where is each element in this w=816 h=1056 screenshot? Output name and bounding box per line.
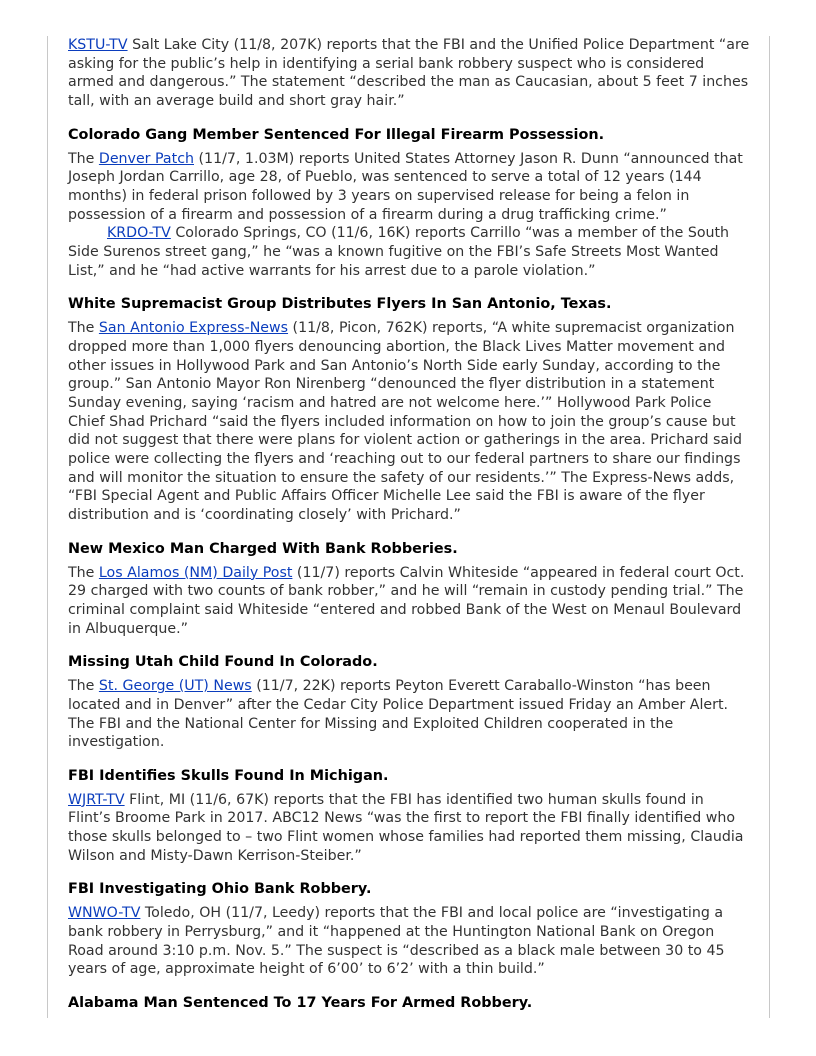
paragraph-text: Colorado Springs, CO (11/6, 16K) reports Carrillo “was a member of the South Side Surenos street gang,” he “was a known fugitive on the FBI’s Safe Streets Most Wanted List,” and he “had active warrants for his arrest due to a parole violation.”: [68, 225, 730, 279]
article: [68, 880, 750, 979]
paragraph-text: (11/7, 1.03M) reports United States Attorney Jason R. Dunn “announced that Joseph Jordan Carrillo, age 28, of Pueblo, was sentenced to serve a total of 12 years (144 months) in federal prison followed by 3 years on supervised release for being a felon in possession of a firearm and possession of a firearm during a drug trafficking crime.”: [68, 150, 743, 223]
article-paragraph: [68, 677, 750, 752]
article: [68, 126, 750, 281]
article: [68, 653, 750, 752]
paragraph-text: (11/7) reports Calvin Whiteside “appeared in federal court Oct. 29 charged with two counts of bank robber,” and he will “remain in custody pending trial.” The criminal complaint said Whiteside “entered and robbed Bank of the West on Menaul Boulevard in Albuquerque.”: [68, 564, 745, 637]
article-headline: White Supremacist Group Distributes Flyers In San Antonio, Texas.: [68, 296, 612, 313]
paragraph-prefix: The: [68, 678, 99, 695]
article: [68, 295, 750, 524]
article: [68, 36, 750, 111]
paragraph-text: Flint, MI (11/6, 67K) reports that the FBI has identified two human skulls found in Flint’s Broome Park in 2017. ABC12 News “was the first to report the FBI finally identified who those skulls belonged to – two Flint women whose families had reported them missing, Claudia Wilson and Misty-Dawn Kerrison-Steiber.”: [68, 791, 744, 864]
article-paragraph: [68, 904, 750, 979]
source-link-denver-patch[interactable]: Denver Patch: [98, 150, 194, 167]
source-link-kstu-tv[interactable]: KSTU-TV: [68, 37, 128, 53]
article-paragraph: [68, 564, 750, 639]
article-headline: Colorado Gang Member Sentenced For Illegal Firearm Possession.: [68, 126, 605, 143]
article: [68, 994, 750, 1013]
article-paragraph: [68, 791, 750, 866]
article-headline: Alabama Man Sentenced To 17 Years For Armed Robbery.: [68, 994, 533, 1011]
source-link-wjrt-tv[interactable]: WJRT-TV: [68, 791, 125, 808]
paragraph-prefix: The: [68, 150, 99, 167]
article: [68, 767, 750, 866]
news-briefing: [68, 36, 750, 1018]
paragraph-text: Salt Lake City (11/8, 207K) reports that the FBI and the Unified Police Department “are asking for the public’s help in identifying a serial bank robbery suspect who is considered armed and dangerous.” The statement “described the man as Caucasian, about 5 feet 7 inches tall, with an average build and short gray hair.”: [68, 37, 750, 110]
source-link-los-alamos-daily-post[interactable]: Los Alamos (NM) Daily Post: [98, 564, 293, 581]
paragraph-text: Toledo, OH (11/7, Leedy) reports that the FBI and local police are “investigating a bank robbery in Perrysburg,” and it “happened at the Huntington National Bank on Oregon Road around 3:10 p.m. Nov. 5.” The suspect is “described as a black male between 30 to 45 years of age, approximate height of 6’00’ to 6’2’ with a thin build.”: [68, 905, 725, 978]
paragraph-text: (11/8, Picon, 762K) reports, “A white supremacist organization dropped more than 1,000 flyers denouncing abortion, the Black Lives Matter movement and other issues in Hollywood Park and San Antonio’s North Side early Sunday, according to the group.” San Antonio Mayor Ron Nirenberg “denounced the flyer distribution in a statement Sunday evening, saying ‘racism and hatred are not welcome here.’” Hollywood Park Police Chief Shad Prichard “said the flyers included information on how to join the group’s cause but did not suggest that there were plans for violent action or gatherings in the area. Prichard said police were collecting the flyers and ‘reaching out to our federal partners to share our findings and will monitor the situation to ensure the safety of our residents.’” The Express-News adds, “FBI Special Agent and Public Affairs Officer Michelle Lee said the FBI is aware of the flyer distribution and is ‘coordinating closely’ with Prichard.”: [68, 320, 743, 524]
paragraph-prefix: The: [68, 320, 99, 337]
article-paragraph: [68, 150, 750, 225]
paragraph-prefix: The: [68, 564, 99, 581]
source-link-krdo-tv[interactable]: KRDO-TV: [107, 225, 171, 242]
article-paragraph: [68, 36, 750, 111]
source-link-wnwo-tv[interactable]: WNWO-TV: [68, 905, 141, 922]
paragraph-text: (11/7, 22K) reports Peyton Everett Caraballo-Winston “has been located and in Denver” after the Cedar City Police Department issued Friday an Amber Alert. The FBI and the National Center for Missing and Exploited Children cooperated in the investigation.: [68, 678, 729, 751]
article-paragraph: [68, 319, 750, 525]
article-headline: FBI Investigating Ohio Bank Robbery.: [68, 881, 372, 898]
article-paragraph: [68, 224, 750, 280]
article: [68, 540, 750, 639]
source-link-san-antonio-express-news[interactable]: San Antonio Express-News: [98, 320, 289, 337]
source-link-st-george-news[interactable]: St. George (UT) News: [98, 678, 252, 695]
article-headline: New Mexico Man Charged With Bank Robberies.: [68, 540, 458, 557]
article-headline: FBI Identifies Skulls Found In Michigan.: [68, 767, 389, 784]
article-headline: Missing Utah Child Found In Colorado.: [68, 654, 378, 671]
